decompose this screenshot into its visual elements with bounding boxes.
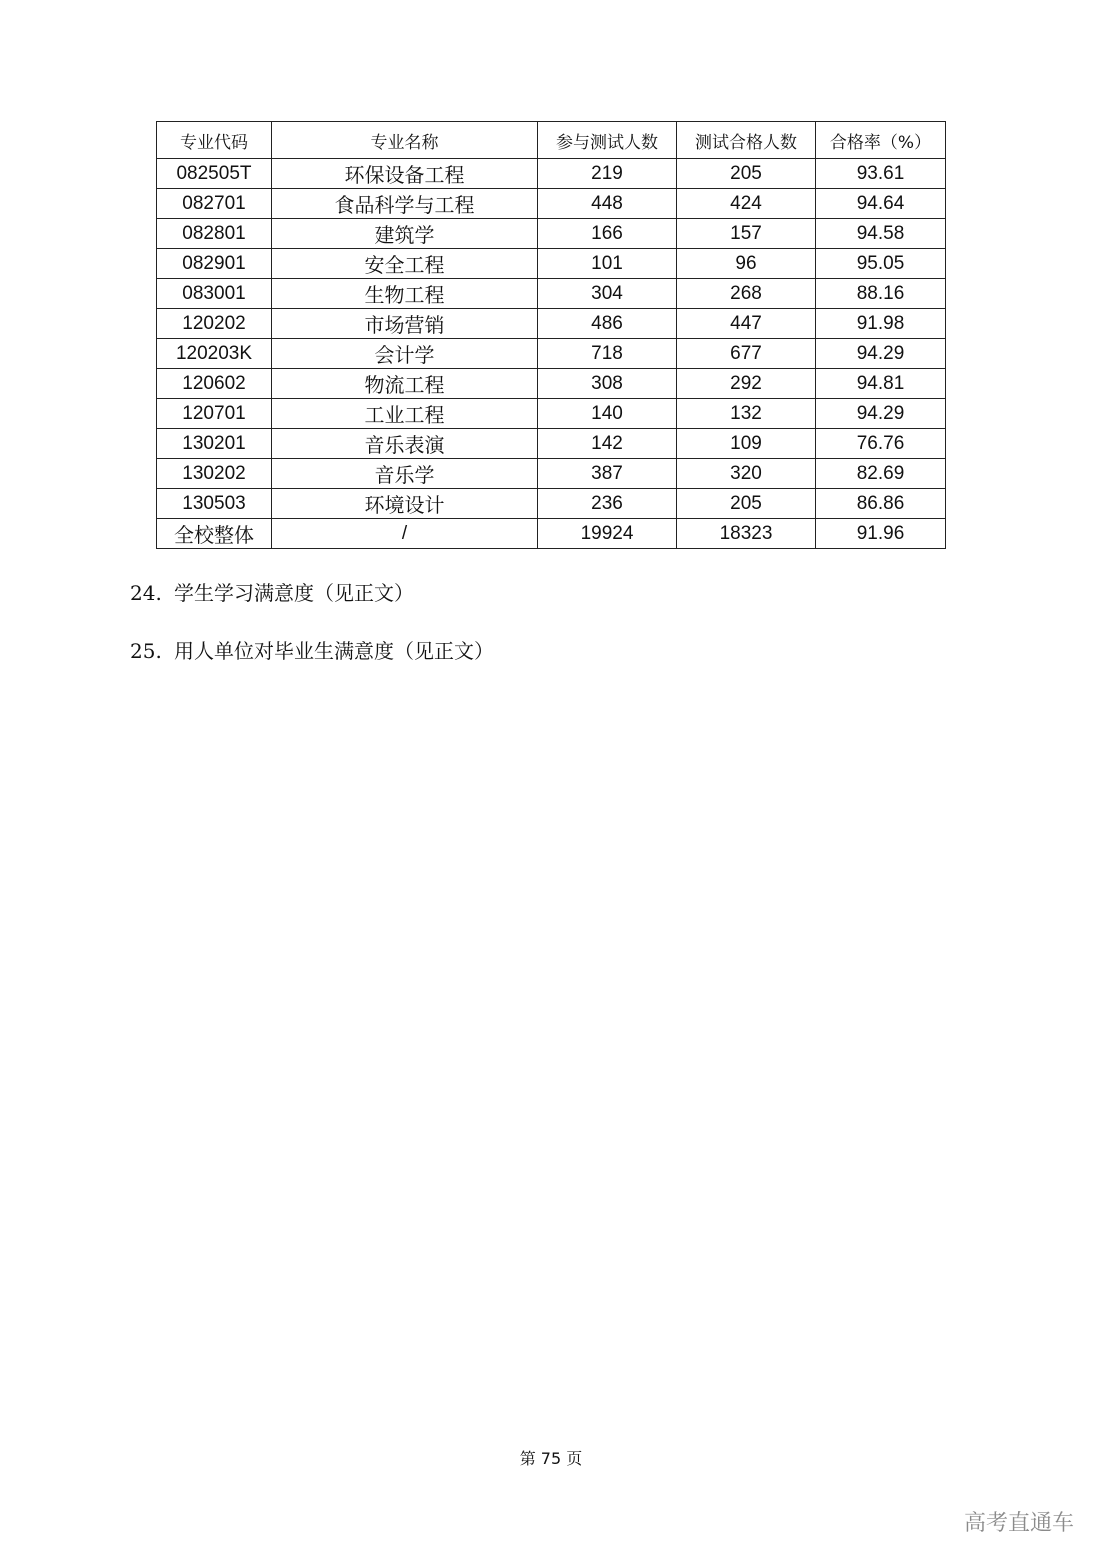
cell-major-code: 082901 [157,249,272,279]
list-item-employer-satisfaction [130,635,494,664]
cell-pass-rate: 93.61 [816,159,946,189]
cell-tested-count: 101 [538,249,677,279]
cell-total-passed-count: 18323 [677,519,816,549]
cell-tested-count: 486 [538,309,677,339]
list-item-number: 25. [130,639,162,663]
cell-major-name: 环保设备工程 [272,159,538,189]
list-item-number: 24. [130,581,162,605]
table-row [157,399,946,429]
cell-passed-count: 205 [677,489,816,519]
cell-major-code: 130503 [157,489,272,519]
table-row [157,339,946,369]
cell-passed-count: 447 [677,309,816,339]
cell-tested-count: 304 [538,279,677,309]
table-total-row [157,519,946,549]
cell-pass-rate: 91.98 [816,309,946,339]
cell-pass-rate: 76.76 [816,429,946,459]
cell-pass-rate: 94.29 [816,399,946,429]
header-tested-count: 参与测试人数 [538,122,677,159]
cell-major-code: 082801 [157,219,272,249]
cell-major-name: 安全工程 [272,249,538,279]
header-pass-rate: 合格率（%） [816,122,946,159]
header-major-name: 专业名称 [272,122,538,159]
cell-pass-rate: 88.16 [816,279,946,309]
cell-passed-count: 96 [677,249,816,279]
cell-total-name: / [272,519,538,549]
cell-passed-count: 132 [677,399,816,429]
cell-pass-rate: 94.81 [816,369,946,399]
cell-major-code: 130202 [157,459,272,489]
list-item-text: 学生学习满意度（见正文） [174,581,414,605]
cell-major-code: 130201 [157,429,272,459]
cell-pass-rate: 94.58 [816,219,946,249]
cell-major-code: 082701 [157,189,272,219]
cell-major-code: 120701 [157,399,272,429]
cell-tested-count: 387 [538,459,677,489]
cell-major-name: 市场营销 [272,309,538,339]
cell-pass-rate: 94.64 [816,189,946,219]
cell-tested-count: 236 [538,489,677,519]
table-row [157,459,946,489]
table-row [157,189,946,219]
cell-passed-count: 292 [677,369,816,399]
cell-tested-count: 142 [538,429,677,459]
cell-passed-count: 205 [677,159,816,189]
cell-tested-count: 166 [538,219,677,249]
cell-tested-count: 219 [538,159,677,189]
cell-major-name: 建筑学 [272,219,538,249]
cell-major-name: 音乐表演 [272,429,538,459]
table-row [157,219,946,249]
list-item-student-satisfaction [130,577,414,606]
cell-major-code: 120602 [157,369,272,399]
cell-major-name: 环境设计 [272,489,538,519]
cell-tested-count: 448 [538,189,677,219]
table-row [157,309,946,339]
cell-total-tested-count: 19924 [538,519,677,549]
cell-major-name: 物流工程 [272,369,538,399]
cell-major-code: 120202 [157,309,272,339]
major-pass-rate-table [156,121,946,549]
cell-total-label: 全校整体 [157,519,272,549]
cell-total-pass-rate: 91.96 [816,519,946,549]
cell-passed-count: 424 [677,189,816,219]
cell-tested-count: 140 [538,399,677,429]
cell-pass-rate: 94.29 [816,339,946,369]
header-major-code: 专业代码 [157,122,272,159]
page-number: 第 75 页 [519,1449,583,1468]
cell-passed-count: 109 [677,429,816,459]
header-passed-count: 测试合格人数 [677,122,816,159]
cell-tested-count: 308 [538,369,677,399]
table-row [157,279,946,309]
cell-pass-rate: 86.86 [816,489,946,519]
table-header-row [157,122,946,159]
cell-major-name: 会计学 [272,339,538,369]
cell-pass-rate: 82.69 [816,459,946,489]
table-row [157,249,946,279]
cell-major-name: 工业工程 [272,399,538,429]
cell-major-name: 食品科学与工程 [272,189,538,219]
table-row [157,159,946,189]
cell-major-name: 生物工程 [272,279,538,309]
cell-passed-count: 268 [677,279,816,309]
cell-major-code: 120203K [157,339,272,369]
cell-passed-count: 320 [677,459,816,489]
cell-major-code: 082505T [157,159,272,189]
cell-pass-rate: 95.05 [816,249,946,279]
list-item-text: 用人单位对毕业生满意度（见正文） [174,639,494,663]
cell-tested-count: 718 [538,339,677,369]
table-row [157,429,946,459]
table-row [157,369,946,399]
cell-major-code: 083001 [157,279,272,309]
table-row [157,489,946,519]
watermark: 高考直通车 [963,1511,1074,1536]
cell-passed-count: 157 [677,219,816,249]
cell-major-name: 音乐学 [272,459,538,489]
cell-passed-count: 677 [677,339,816,369]
